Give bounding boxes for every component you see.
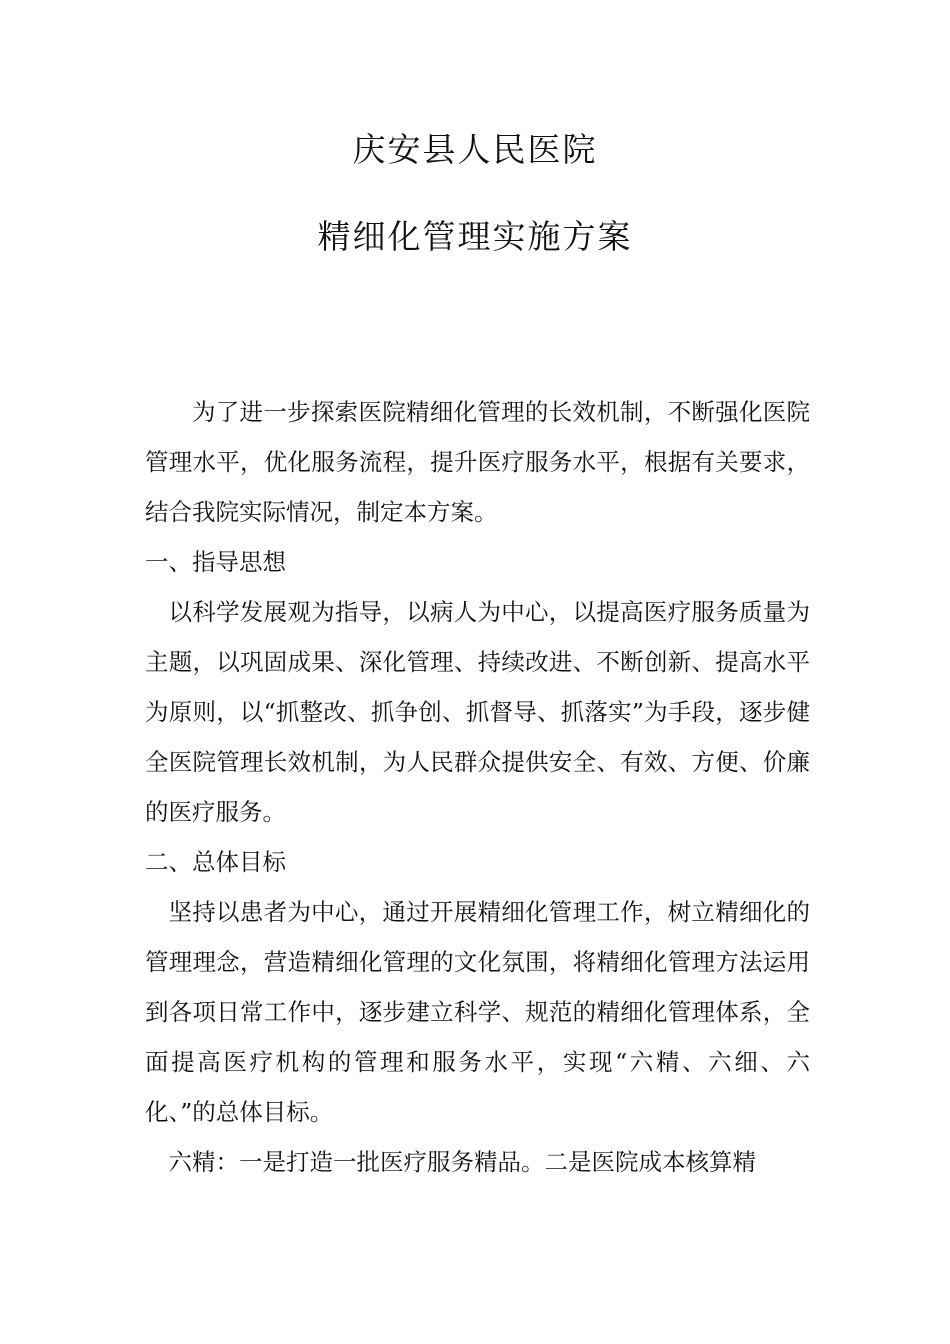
intro-paragraph: 为了进一步探索医院精细化管理的长效机制，不断强化医院管理水平，优化服务流程，提升医疗服务水平，根据有关要求，结合我院实际情况，制定本方案。 <box>145 398 810 526</box>
document-title-plan: 精细化管理实施方案 <box>317 217 633 256</box>
document-title-hospital: 庆安县人民医院 <box>352 130 598 169</box>
section-heading-overall-goal: 二、总体目标 <box>145 848 286 876</box>
overall-goal-paragraph: 坚持以患者为中心，通过开展精细化管理工作，树立精细化的管理理念，营造精细化管理的文化氛围，将精细化管理方法运用到各项日常工作中，逐步建立科学、规范的精细化管理体系，全面提高医疗机构的管理和服务水平，实现“六精、六细、六化、”的总体目标。 <box>145 898 810 1126</box>
document-body <box>145 387 810 1187</box>
six-jing-paragraph: 六精：一是打造一批医疗服务精品。二是医院成本核算精 <box>168 1148 756 1176</box>
section-heading-guiding-ideology: 一、指导思想 <box>145 548 286 576</box>
guiding-ideology-paragraph: 以科学发展观为指导，以病人为中心，以提高医疗服务质量为主题，以巩固成果、深化管理、持续改进、不断创新、提高水平为原则，以“抓整改、抓争创、抓督导、抓落实”为手段，逐步健全医院管理长效机制，为人民群众提供安全、有效、方便、价廉的医疗服务。 <box>145 598 810 826</box>
